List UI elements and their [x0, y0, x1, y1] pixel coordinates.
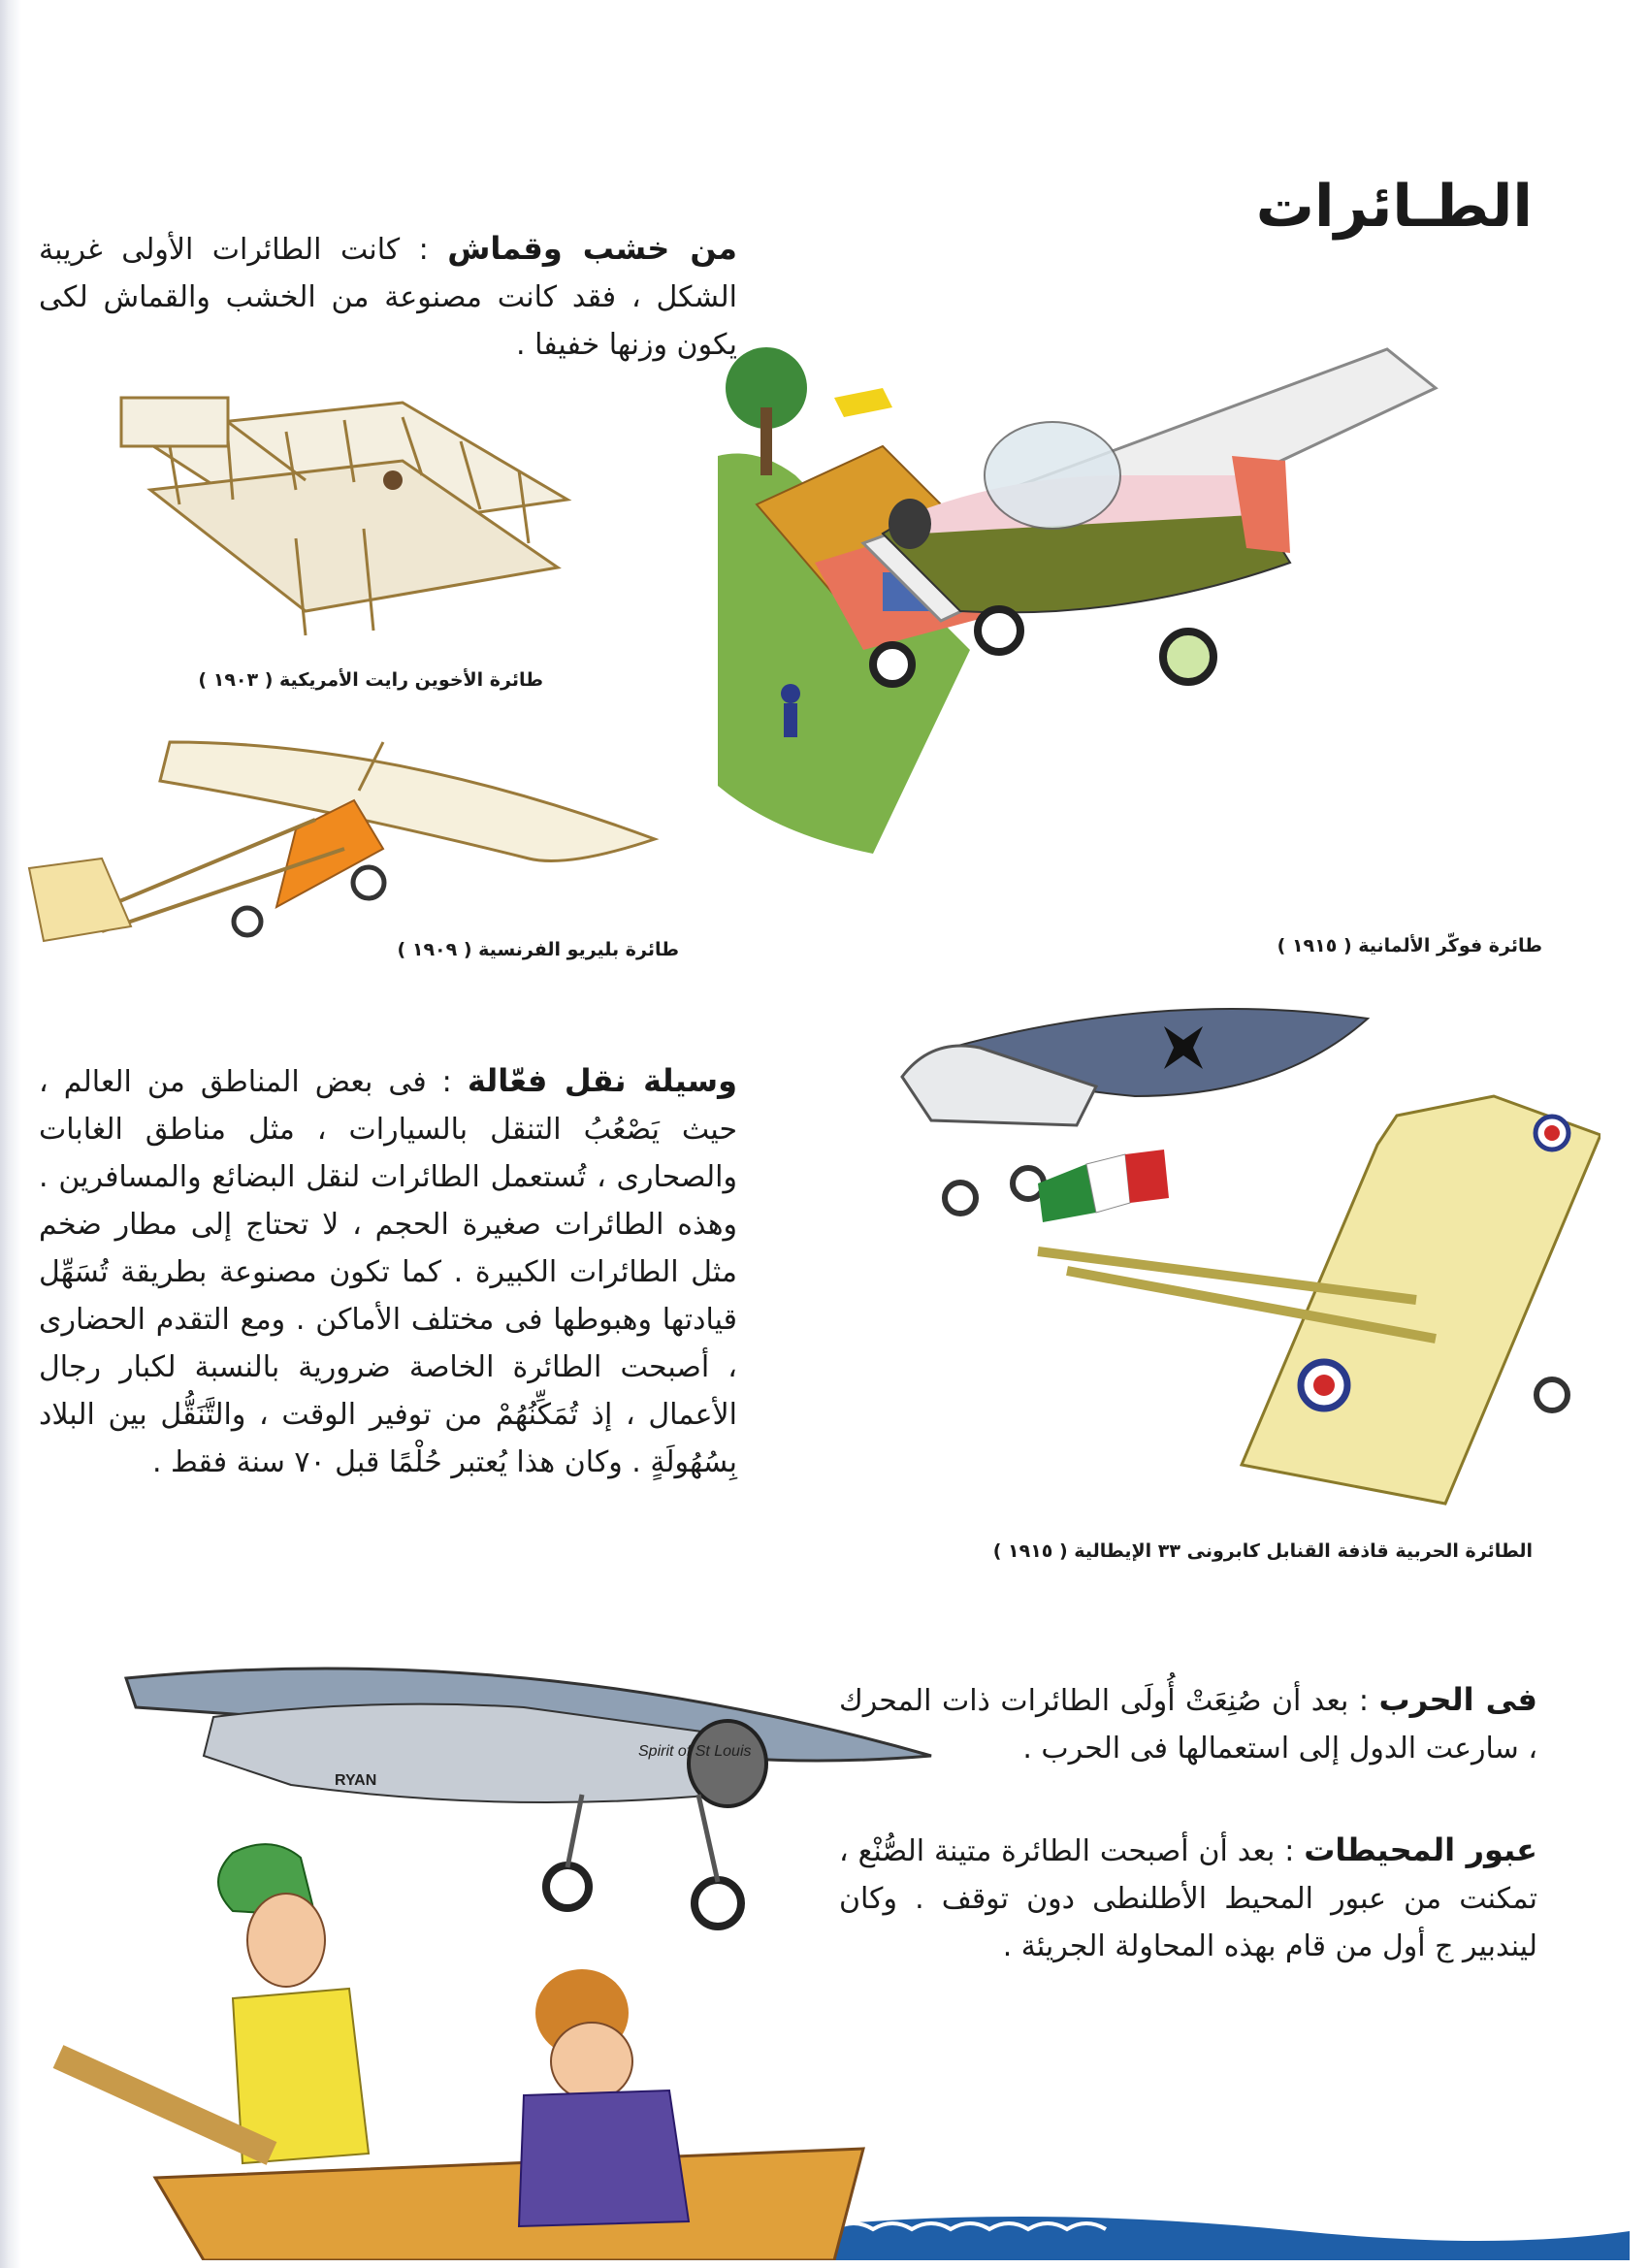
caption-caproni: الطائرة الحربية قاذفة القنابل كابرونى ٣٣ الإيطالية ( ١٩١٥ )	[992, 1540, 1533, 1562]
spirit-nose-label: Spirit of St Louis	[638, 1743, 752, 1760]
ryan-fuselage-label: RYAN	[335, 1772, 377, 1789]
section-text-wood-cloth: : كانت الطائرات الأولى غريبة الشكل ، فقد كانت مصنوعة من الخشب والقماش لكى يكون وزنها خفيفا .	[39, 233, 737, 362]
fokker-caproni-illustration	[873, 989, 1600, 1533]
bleriot-illustration	[24, 723, 674, 956]
section-wood-cloth	[39, 225, 737, 369]
section-heading-transport: وسيلة نقل فعّالة	[467, 1062, 737, 1099]
caption-bleriot: طائرة بليريو الفرنسية ( ١٩٠٩ )	[397, 939, 679, 960]
section-text-war: : بعد أن صُنِعَتْ أُولَى الطائرات ذات المحرك ، سارعت الدول إلى استعمالها فى الحرب .	[839, 1684, 1537, 1766]
fokker-house-scene	[718, 330, 1620, 873]
section-transport	[39, 1057, 737, 1486]
caption-fokker: طائرة فوكّر الألمانية ( ١٩١٥ )	[1277, 935, 1542, 956]
page-title: الطـائرات	[1255, 173, 1533, 241]
section-heading-wood-cloth: من خشب وقماش	[447, 230, 737, 267]
section-heading-war: فى الحرب	[1378, 1681, 1537, 1718]
section-text-transport: : فى بعض المناطق من العالم ، حيث يَصْعُبُ التنقل بالسيارات ، مثل مناطق الغابات والصحارى ، تُستعمل الطائرات لنقل البضائع والمسافرين . وهذه الطائرات صغيرة الحجم ، لا تحتاج إلى مطار ضخم مثل الطائرات الكبيرة . كما تكون مصنوعة بطريقة تُسَهِّل قيادتها وهبوطها فى مختلف الأماكن . ومع التقدم الحضارى ، أصبحت الطائرة الخاصة ضرورية بالنسبة لكبار رجال الأعمال ، إذ تُمَكِّنُهُمْ من توفير الوقت ، والتَّنَقُّل بين البلاد بِسُهُولَةٍ . وكان هذا يُعتبر حُلْمًا قبل ٧٠ سنة فقط .	[39, 1065, 737, 1479]
section-text-oceans: : بعد أن أصبحت الطائرة متينة الصُّنْع ، تمكنت من عبور المحيط الأطلنطى دون توقف . وكان ليندبير ج أول من قام بهذه المحاولة الجريئة .	[839, 1834, 1537, 1963]
wright-flyer-illustration	[112, 373, 587, 645]
section-heading-oceans: عبور المحيطات	[1304, 1831, 1537, 1868]
caption-wright: طائرة الأخوين رايت الأمريكية ( ١٩٠٣ )	[198, 669, 543, 691]
spirit-of-st-louis-scene	[39, 1649, 1630, 2260]
